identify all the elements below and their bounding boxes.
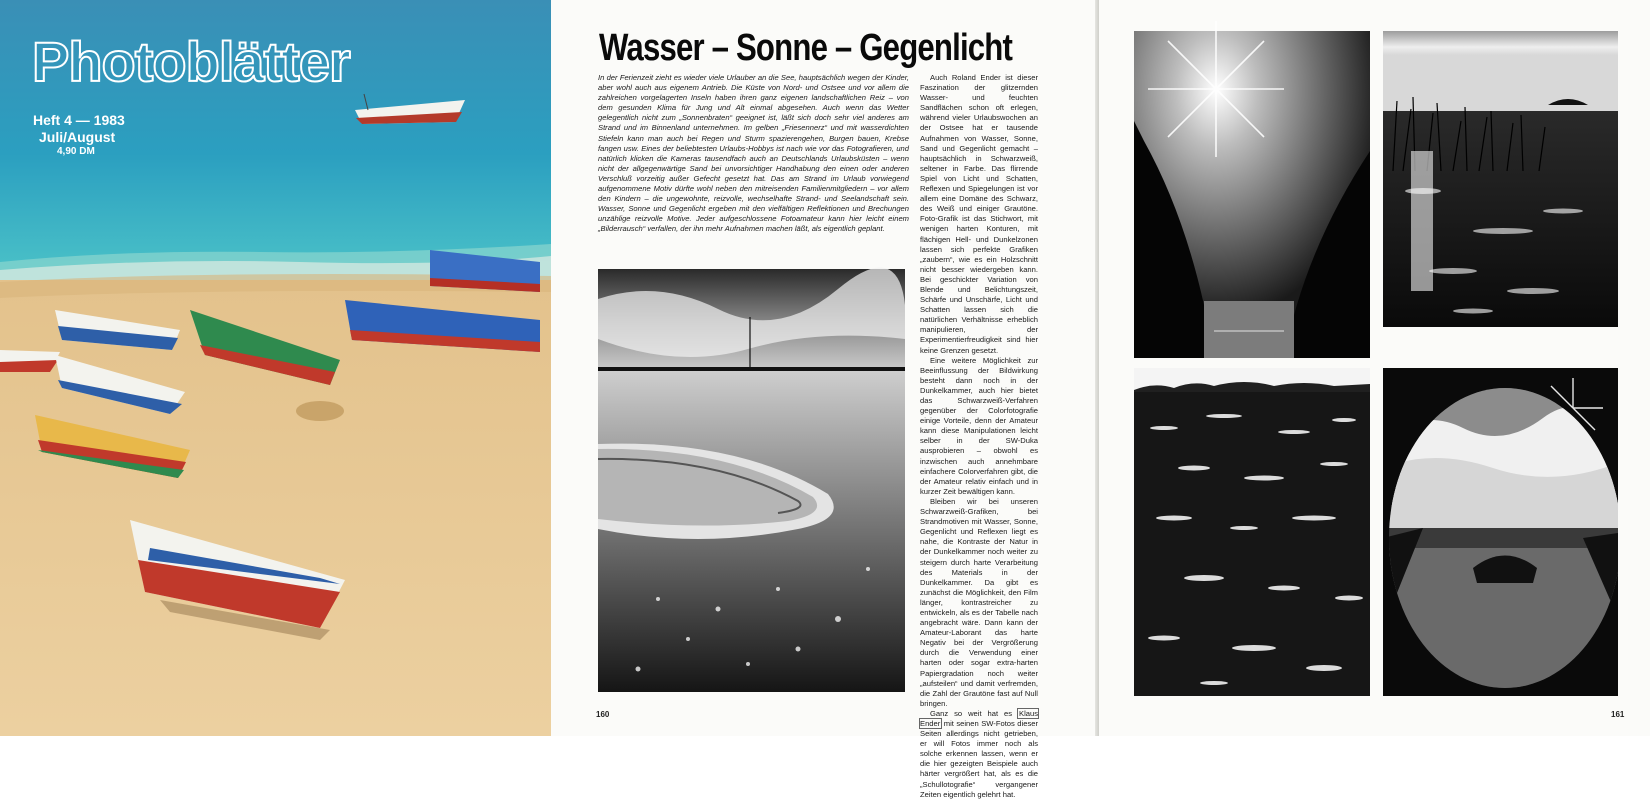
boat-left-1 [0,350,60,372]
article-paragraph-3: Bleiben wir bei unseren Schwarzweiß-Grafiken, bei Strandmotiven mit Wasser, Sonne, Gegenlicht und Reflexen liegt es nahe, die Kontraste der Natur in der Dunkelkammer noch weiter zu steigern durch harte Verarbeitung des Materials in der Dunkelkammer. Da gibt es zunächst die Möglichkeit, den Film länger, kontrastreicher zu entwickeln, als es der Tabelle nach angebracht wäre. Dann kann der Amateur-Laborant das harte Negativ bei der Vergrößerung durch die Verwendung einer harten oder sogar extra-harten Papiergradation noch weiter „aufsteilen“ und damit verfremden, die Zahl der Grautöne fast auf Null bringen. [920,496,1038,708]
cover-photo-beach-boats [0,0,551,736]
article-paragraph-2: Eine weitere Möglichkeit zur Beeinflussung der Bildwirkung besteht dann noch in der Dunkelkammer, auch hier bietet das Schwarzweiß-Verfahren gegenüber der Colorfotografie einige Vorteile, denn der Amateur kann diese Manipulationen leicht selber in der SW-Duka ausprobieren – obwohl es inzwischen auch annehmbare einfachere Colorverfahren gibt, die der Amateur relativ einfach und in kurzer Zeit bewältigen kann. [920,355,1038,496]
photo-sun-between-rocks [1134,31,1370,358]
photo-beach-sandbar [598,269,905,692]
article-headline: Wasser – Sonne – Gegenlicht [599,27,1013,69]
issue-number: Heft 4 — 1983 [33,112,125,128]
issue-date: Juli/August [39,129,116,145]
magazine-title: Photoblätter [32,30,350,93]
article-intro: In der Ferienzeit zieht es wieder viele Urlauber an die See, hauptsächlich wegen der Kinder, aber wohl auch aus eigenem Antrieb. Die Küste von Nord- und Ostsee und vor allem die zahlreichen vorgelagerten Inseln haben ihren ganz eigenen landschaftlichen Reiz – von dem gesunden Klima für Jung und Alt einmal abgesehen. Auch wenn das Wetter gelegentlich nicht zum „Sonnenbraten“ geeignet ist, läßt sich doch sehr viel anderes am Strand und im Binnenland unternehmen. Im gelben „Friesennerz“ und mit wasserdichten Stiefeln kann man auch bei Regen und Sturm spazierengehen, Burgen bauen, Krebse fangen usw. Eines der beliebtesten Urlaubs-Hobbys ist nach wie vor das Fotografieren, und natürlich klicken die Kameras tausendfach auch an Deutschlands Urlaubsküsten – wenn nicht der allgegenwärtige Sand bei unvorsichtiger Handhabung den einen oder anderen Verschluß vorzeitig außer Gefecht gesetzt hat. Das am Strand im Urlaub vorwiegend aufgenommene Motiv dürfte wohl neben den mitreisenden Familienmitgliedern – vor allem den Kindern – die ungewohnte, reizvolle, wechselhafte Strand- und Seelandschaft sein. Wasser, Sonne und Gegenlicht ergeben mit den vielfältigen Reflektionen und Brechungen unzählige reizvolle Motive. Jeder aufgeschlossene Fotoamateur kann hier leicht einem „Bilderrausch“ verfallen, der ihn mehr Aufnahmen machen läßt, als eigentlich geplant. [598,73,909,234]
article-paragraph-4 [920,709,1038,800]
article-page-right [1099,0,1650,736]
photographer-name: Klaus Ender [920,708,1038,728]
page-number-left: 160 [596,710,610,719]
page-number-right: 161 [1611,710,1625,719]
paragraph-4-start: Ganz so weit hat es [930,708,1018,718]
photo-reeds-boat-sunlight [1383,31,1618,327]
article-column [920,73,1038,800]
magazine-cover [0,0,551,736]
paragraph-4-end: mit seinen SW-Fotos dieser Seiten allerdings nicht getrieben, er will Fotos immer noch als solche erkennen lassen, wenn er die hier gezeigten Beispiele auch härter vergrößert hat, als es die „Schullotografie“ vergangener Zeiten eigentlich gelehrt hat. [920,719,1038,799]
photo-porthole-boat [1383,368,1618,696]
article-page-left [551,0,1099,799]
article-paragraph-1: Auch Roland Ender ist dieser Faszination der glitzernden Wasser- und feuchten Sandflächen schon oft erlegen, während vieler Urlaubswochen an der Ostsee hat er tausende Aufnahmen von Wasser, Sonne, Sand und Gegenlicht gemacht – hauptsächlich in Schwarzweiß, seltener in Farbe. Das flirrende Spiel von Licht und Schatten, Reflexen und Spiegelungen ist vor allem eine Domäne des Schwarz, des Weiß und einiger Grautöne. Foto-Grafik ist das Stichwort, mit wenigen harten Konturen, mit flächigen Hell- und Dunkelzonen lassen sich perfekte Grafiken „zaubern“, wie es ein Holzschnitt nicht besser wiedergeben kann. Bei geschickter Variation von Blende und Belichtungszeit, Schärfe und Unschärfe, Licht und Schatten lassen sich die natürlichen Verhältnisse erheblich manipulieren, der Experimentierfreudigkeit sind hier keine Grenzen gesetzt. [920,73,1038,355]
cover-price: 4,90 DM [57,146,95,157]
fishing-net-pile [296,401,344,421]
photo-sea-glitter [1134,368,1370,696]
